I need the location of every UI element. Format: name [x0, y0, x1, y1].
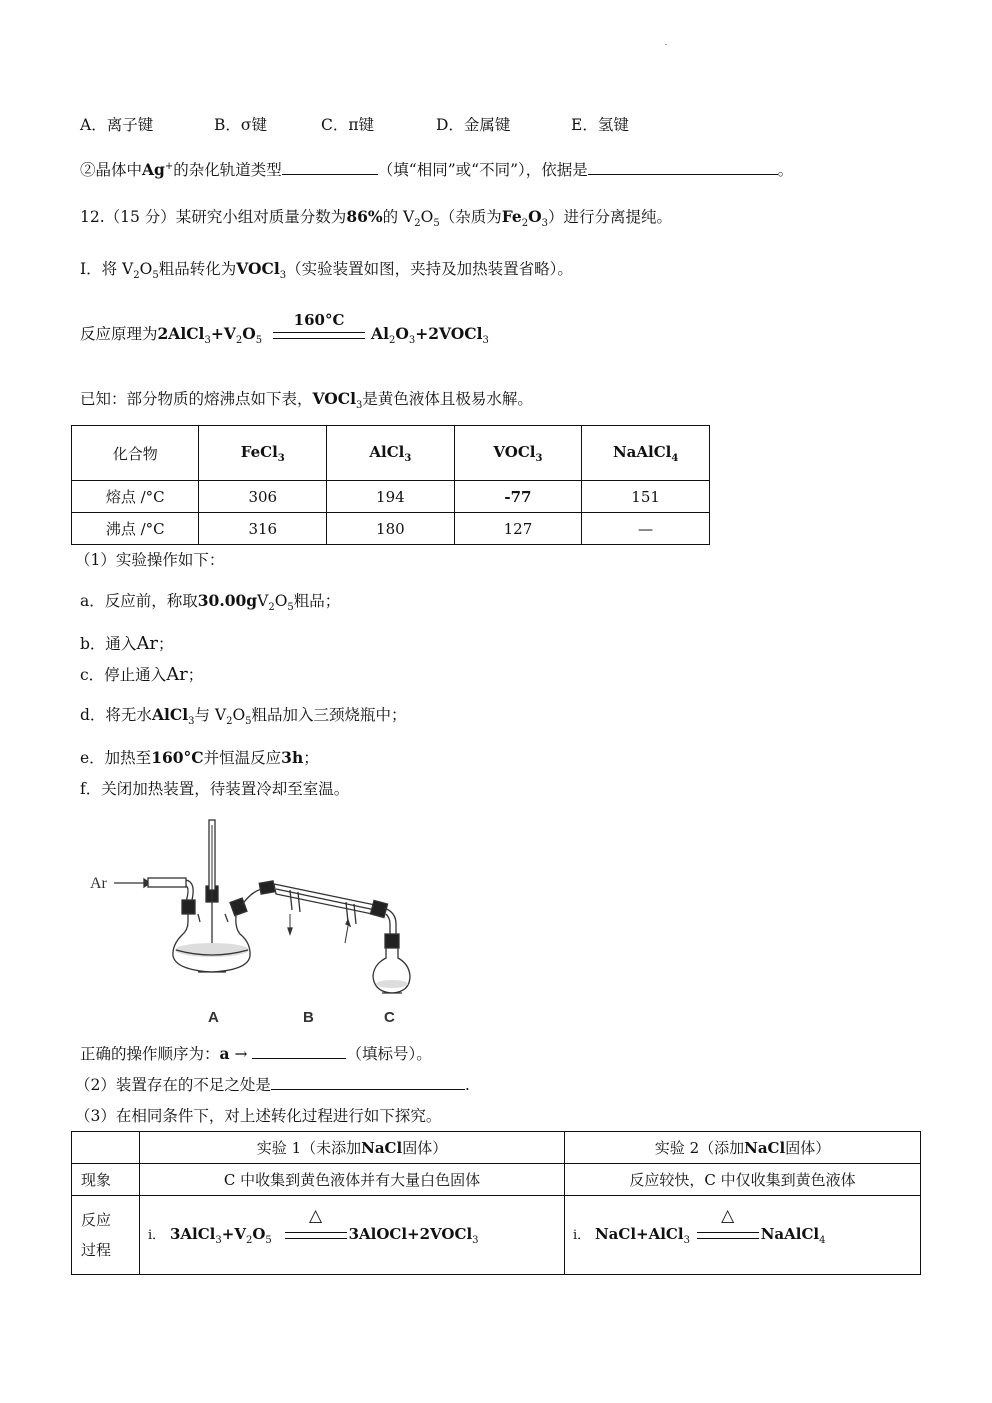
intro-o: O — [420, 208, 434, 226]
table-cell: 151 — [582, 481, 710, 513]
table-cell: — — [582, 513, 710, 545]
apparatus-drawing — [80, 810, 430, 1030]
option-a: A．离子键 — [80, 116, 154, 134]
speck — [665, 44, 667, 45]
impurity-fe: Fe — [501, 207, 522, 226]
properties-table — [71, 425, 710, 545]
exp-header-row — [72, 1132, 921, 1164]
q11-part2 — [80, 155, 793, 182]
option-c: C．π键 — [321, 116, 375, 134]
experiment-table — [71, 1131, 921, 1275]
table-cell: 180 — [327, 513, 455, 545]
q11-options — [80, 113, 629, 137]
label-b: B — [303, 1009, 314, 1026]
sec1-vocl: VOCl — [236, 259, 280, 278]
row-label: 反应 过程 — [72, 1196, 140, 1275]
op-a: a．反应前，称取$30.00gV_2O_5$粗品； — [80, 591, 341, 614]
table-cell: 194 — [327, 481, 455, 513]
reaction-lhs: 2AlCl — [157, 324, 205, 343]
table-row — [72, 1196, 921, 1275]
silver-ion: Ag — [142, 160, 165, 180]
mass-fraction: 86% — [346, 207, 383, 226]
header-cell: NaAlCl$_4$ — [582, 426, 710, 481]
ops-title: （1）实验操作如下： — [75, 551, 225, 569]
known-end: 是黄色液体且极易水解。 — [362, 390, 533, 408]
sec1-mid: 粗品转化为 — [158, 260, 237, 278]
header-cell: AlCl$_3$ — [327, 426, 455, 481]
q2-blank[interactable] — [271, 1073, 465, 1090]
op-b: b．通入Ar； — [80, 633, 174, 654]
reaction-label: 反应原理为 — [80, 325, 158, 343]
reaction-rhs2: O — [395, 324, 409, 343]
impurity-o: O — [528, 207, 542, 226]
sec1-o: O — [139, 260, 153, 278]
arrow-icon: → — [234, 1045, 248, 1063]
exp2-header: 实验 2（添加NaCl固体） — [565, 1132, 921, 1164]
exp1-header: 实验 1（未添加NaCl固体） — [140, 1132, 565, 1164]
header-cell: 化合物 — [72, 426, 199, 481]
table-cell: 127 — [454, 513, 582, 545]
reaction-condition: 160°C — [293, 310, 345, 329]
table-cell: 306 — [199, 481, 327, 513]
table-row — [72, 481, 710, 513]
sec1-prefix: I．将 V — [80, 260, 134, 278]
exp1-process: i． $3AlCl_3+V_2O_5$ △ 3AlOCl+2VOCl$_3$ — [140, 1196, 565, 1275]
label-c: C — [384, 1009, 395, 1026]
intro-impurity-label: （杂质为 — [439, 208, 502, 226]
part2-end: 。 — [777, 161, 794, 180]
order-prefix: 正确的操作顺序为： — [80, 1045, 220, 1063]
op-f: f．关闭加热装置，待装置冷却至室温。 — [80, 780, 350, 798]
heat-arrow: △ — [697, 1232, 759, 1239]
part2-prefix: ②晶体中 — [80, 161, 143, 180]
reaction-lhs3: O — [242, 324, 256, 343]
table-header-row — [72, 426, 710, 481]
reaction-rhs: Al — [371, 324, 389, 343]
section-1: I．将 $V_2O_5$粗品转化为VOCl$_3$（实验装置如图，夹持及加热装置省略）。 — [80, 259, 573, 282]
q12-intro: 12.（15 分）某研究小组对质量分数为86%的 $V_2O_5$（杂质为$Fe_2O_3$）进行分离提纯。 — [80, 207, 673, 230]
label-a: A — [208, 1009, 219, 1026]
ar-label: Ar — [90, 875, 107, 892]
order-start: a — [219, 1044, 230, 1063]
reaction-rhs3: +2VOCl — [415, 324, 483, 343]
header-cell: FeCl$_3$ — [199, 426, 327, 481]
heat-arrow: △ — [285, 1232, 347, 1239]
part2-mid: 的杂化轨道类型 — [173, 161, 282, 180]
order-hint: （填标号）。 — [346, 1045, 432, 1063]
order-question — [80, 1042, 432, 1066]
table-row — [72, 513, 710, 545]
intro-end: ）进行分离提纯。 — [548, 208, 673, 226]
table-cell: -77 — [454, 481, 582, 513]
row-label: 熔点 /°C — [72, 481, 199, 513]
reaction-arrow — [273, 310, 365, 339]
reaction-lhs2: +V — [210, 324, 236, 343]
sec1-end: （实验装置如图，夹持及加热装置省略）。 — [286, 260, 573, 278]
known-note: 已知：部分物质的熔沸点如下表，VOCl$_3$是黄色液体且极易水解。 — [80, 389, 533, 412]
row-label: 沸点 /°C — [72, 513, 199, 545]
known-vocl: VOCl — [312, 389, 356, 408]
q3-question: （3）在相同条件下，对上述转化过程进行如下探究。 — [75, 1107, 442, 1125]
option-b: B．σ键 — [214, 116, 267, 134]
op-e: e．加热至160°C并恒温反应3h； — [80, 748, 319, 767]
empty-cell — [72, 1132, 140, 1164]
op-c: c．停止通入Ar； — [80, 664, 204, 685]
answer-blank-1[interactable] — [282, 158, 378, 175]
exp2-phenomenon: 反应较快，C 中仅收集到黄色液体 — [565, 1164, 921, 1196]
option-d: D．金属键 — [436, 116, 511, 134]
ion-charge: + — [164, 161, 174, 172]
q2-question: （2）装置存在的不足之处是 . — [75, 1073, 470, 1097]
answer-blank-2[interactable] — [588, 158, 778, 175]
row-label: 现象 — [72, 1164, 140, 1196]
known-prefix: 已知：部分物质的熔沸点如下表， — [80, 390, 313, 408]
header-cell: VOCl$_3$ — [454, 426, 582, 481]
table-row — [72, 1164, 921, 1196]
reaction-principle: 反应原理为$2AlCl_3+V_2O_5$ 160°C $Al_2O_3+2VOCl_3$ — [80, 322, 489, 353]
apparatus-figure — [80, 810, 430, 1030]
order-blank[interactable] — [252, 1042, 346, 1059]
op-d: d．将无水AlCl$_3$与 $V_2O_5$粗品加入三颈烧瓶中； — [80, 705, 407, 728]
exp2-process: i． NaCl+AlCl$_3$ △ NaAlCl$_4$ — [565, 1196, 921, 1275]
table-cell: 316 — [199, 513, 327, 545]
option-e: E．氢键 — [571, 116, 629, 134]
intro-v: 的 V — [382, 208, 415, 226]
exp1-phenomenon: C 中收集到黄色液体并有大量白色固体 — [140, 1164, 565, 1196]
intro-prefix: 12.（15 分）某研究小组对质量分数为 — [80, 208, 347, 226]
part2-hint: （填“相同”或“不同”），依据是 — [377, 161, 588, 180]
